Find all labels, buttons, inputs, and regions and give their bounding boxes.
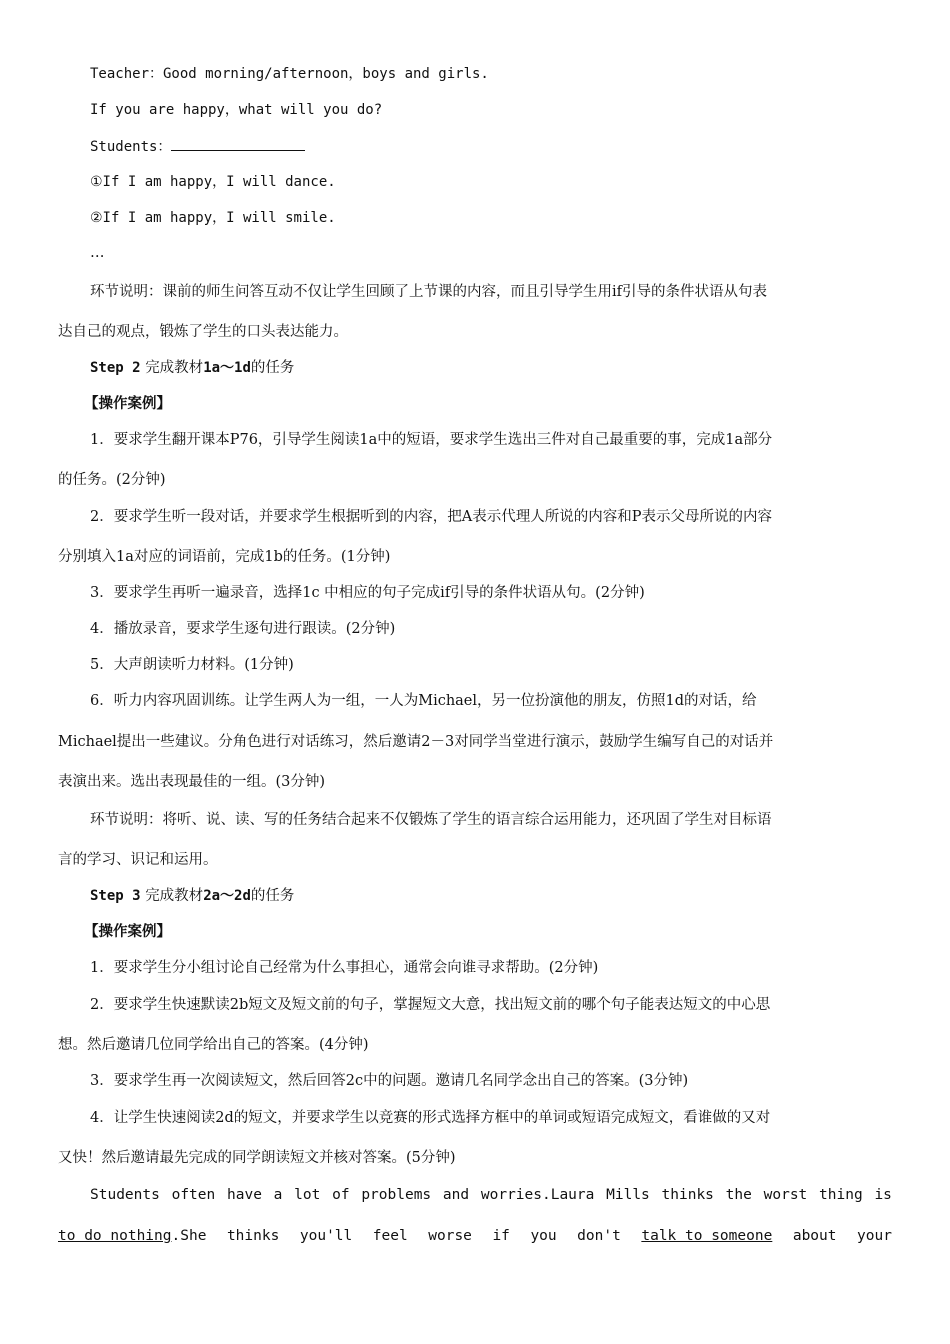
step2-note-l1: 环节说明：将听、说、读、写的任务结合起来不仅锻炼了学生的语言综合运用能力，还巩固了学生对目标语 (90, 812, 772, 828)
step2-case-label: 【操作案例】 (84, 395, 171, 412)
passage-she: .She (171, 1228, 207, 1244)
step2-item6-l3: 表演出来。选出表现最佳的一组。(3分钟) (58, 774, 326, 790)
step2-title-en: Step 2 (90, 360, 141, 376)
step3-title-range: 2a～2d (203, 888, 251, 904)
underlined-to-do-nothing: to do nothing (58, 1228, 172, 1244)
step2-item2-l2: 分别填入1a对应的词语前，完成1b的任务。(1分钟) (58, 549, 391, 565)
students-label: Students： (90, 139, 172, 155)
passage-word: don't (577, 1228, 621, 1244)
ellipsis: … (90, 245, 105, 261)
passage-word: Mills (606, 1187, 650, 1203)
answer-2: ②If I am happy，I will smile. (90, 210, 336, 226)
note1-line2: 达自己的观点，锻炼了学生的口头表达能力。 (58, 324, 348, 340)
passage-word: often (171, 1187, 216, 1203)
passage-word: lot (294, 1187, 321, 1203)
step3-case-label: 【操作案例】 (84, 923, 171, 940)
step2-title-cn-a: 完成教材 (145, 360, 204, 376)
step2-item6-l2: Michael提出一些建议。分角色进行对话练习，然后邀请2－3对同学当堂进行演示，鼓励学生编写自己的对话并 (58, 734, 774, 750)
answer-1: ①If I am happy，I will dance. (90, 174, 336, 190)
step3-item2-l1: 2．要求学生快速默读2b短文及短文前的句子，掌握短文大意，找出短文前的哪个句子能表达短文的中心思 (90, 997, 771, 1013)
question-line: If you are happy，what will you do? (90, 102, 383, 118)
step2-note-l2: 言的学习、识记和运用。 (58, 852, 218, 868)
passage-word: a (273, 1187, 283, 1203)
passage-line1 (90, 1185, 892, 1205)
step2-title-cn-b: 的任务 (250, 360, 295, 376)
passage-word: of (332, 1187, 350, 1203)
passage-word: and (442, 1187, 470, 1203)
passage-word: problems (361, 1187, 432, 1203)
step2-item5: 5．大声朗读听力材料。(1分钟) (90, 657, 294, 673)
passage-word: worse (428, 1228, 472, 1244)
step2-item2-l1: 2．要求学生听一段对话，并要求学生根据听到的内容，把A表示代理人所说的内容和P表示父母所说的内容 (90, 509, 772, 525)
step2-item3: 3．要求学生再听一遍录音，选择1c 中相应的句子完成if引导的条件状语从句。(2分钟) (90, 585, 645, 601)
passage-word: thing (819, 1187, 863, 1203)
step2-title-range: 1a～1d (203, 360, 251, 376)
passage-word: have (227, 1187, 262, 1203)
passage-word: worst (763, 1187, 808, 1203)
passage-word: thinks (226, 1228, 280, 1244)
step3-title-en: Step 3 (90, 888, 141, 904)
step2-item4: 4．播放录音，要求学生逐句进行跟读。(2分钟) (90, 621, 396, 637)
step3-item1: 1．要求学生分小组讨论自己经常为什么事担心，通常会向谁寻求帮助。(2分钟) (90, 960, 599, 976)
passage-word: about (792, 1228, 837, 1244)
step3-title-cn-b: 的任务 (250, 888, 295, 904)
passage-word: feel (372, 1228, 408, 1244)
passage-word: worries.Laura (480, 1187, 595, 1203)
answer-blank (171, 136, 305, 151)
passage-word: is (874, 1187, 892, 1203)
step3-heading (90, 886, 892, 906)
step2-heading (90, 358, 892, 378)
passage-word: if (492, 1228, 510, 1244)
step3-item2-l2: 想。然后邀请几位同学给出自己的答案。(4分钟) (58, 1037, 369, 1053)
passage-word: Students (90, 1187, 160, 1203)
underlined-talk-to-someone: talk to someone (641, 1228, 773, 1244)
teacher-line: Teacher：Good morning/afternoon，boys and girls. (90, 66, 489, 82)
students-line (90, 136, 892, 157)
note1-line1: 环节说明：课前的师生问答互动不仅让学生回顾了上节课的内容，而且引导学生用if引导的条件状语从句表 (90, 284, 767, 300)
step2-item1-l2: 的任务。(2分钟) (58, 472, 166, 488)
step3-title-cn-a: 完成教材 (145, 888, 204, 904)
passage-word: you'll (299, 1228, 353, 1244)
step3-item4-l1: 4．让学生快速阅读2d的短文，并要求学生以竞赛的形式选择方框中的单词或短语完成短文，看谁做的又对 (90, 1110, 771, 1126)
passage-word: thinks (661, 1187, 714, 1203)
passage-line2 (58, 1226, 892, 1246)
passage-phrase (58, 1226, 206, 1246)
step3-item4-l2: 又快！然后邀请最先完成的同学朗读短文并核对答案。(5分钟) (58, 1150, 456, 1166)
step2-item1-l1: 1．要求学生翻开课本P76，引导学生阅读1a中的短语，要求学生选出三件对自己最重要的事，完成1a部分 (90, 432, 773, 448)
passage-word: you (530, 1228, 557, 1244)
step3-item3: 3．要求学生再一次阅读短文，然后回答2c中的问题。邀请几名同学念出自己的答案。(3分钟) (90, 1073, 689, 1089)
step2-item6-l1: 6．听力内容巩固训练。让学生两人为一组，一人为Michael，另一位扮演他的朋友，仿照1d的对话，给 (90, 693, 757, 709)
passage-word: the (725, 1187, 752, 1203)
passage-word: your (857, 1228, 892, 1244)
